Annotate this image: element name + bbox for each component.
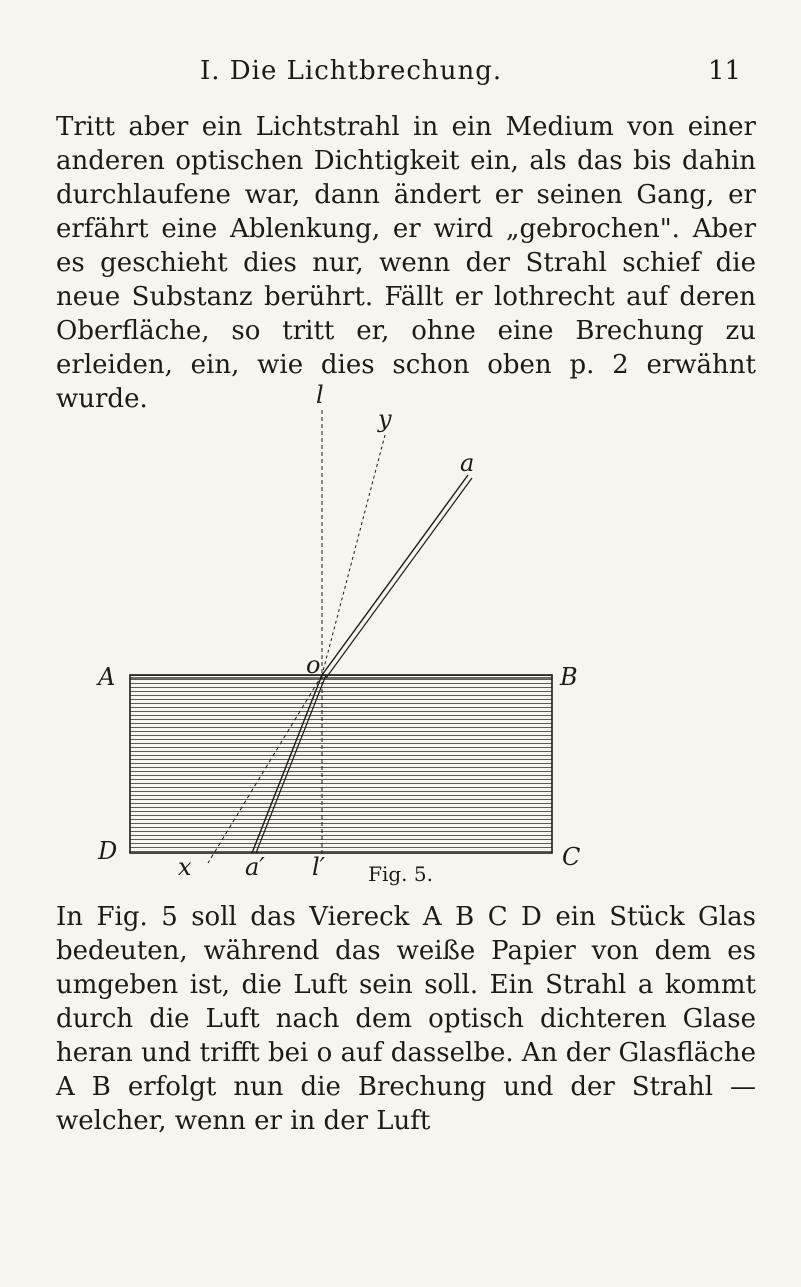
label-A: A (98, 663, 116, 691)
incident-ray (322, 475, 468, 675)
paragraph-figure-explanation: In Fig. 5 soll das Viereck A B C D ein Stück Glas bedeuten, während das weiße Papier von dem es umgeben ist, die Luft sein soll. Ein Strahl a kommt durch die Luft nach dem optisch dichteren Glase heran und trifft bei o auf dasselbe. An der Glasfläche A B erfolgt nun die Brechung und der Strahl — welcher, wenn er in der Luft (56, 902, 756, 1136)
running-title: I. Die Lichtbrechung. (200, 56, 503, 86)
page-header (0, 56, 801, 96)
label-a-prime: a′ (245, 853, 265, 881)
unrefracted-extension (322, 435, 385, 675)
label-l-prime: l′ (312, 853, 326, 881)
label-C: C (562, 843, 581, 871)
label-y: y (378, 405, 392, 433)
figure-caption: Fig. 5. (368, 862, 433, 886)
label-D: D (98, 837, 118, 865)
figure-5 (20, 375, 620, 890)
page-number: 11 (708, 56, 742, 86)
label-o: o (306, 651, 321, 679)
label-l: l (316, 381, 324, 409)
label-x: x (178, 853, 192, 881)
glass-block (130, 675, 552, 853)
incident-ray-edge (326, 478, 472, 678)
label-a: a (460, 449, 475, 477)
refraction-diagram (20, 375, 620, 890)
paragraph-intro: Tritt aber ein Lichtstrahl in ein Medium von einer anderen optischen Dichtigkeit ein, als das bis dahin durchlaufene war, dann ändert er seinen Gang, er erfährt eine Ablenkung, er wird „gebrochen". Aber es geschieht dies nur, wenn der Strahl schief die neue Substanz berührt. Fällt er lothrecht auf deren Oberfläche, so tritt er, ohne eine Brechung zu erleiden, ein, wie dies schon oben p. 2 erwähnt wurde. (56, 112, 756, 414)
label-B: B (560, 663, 578, 691)
